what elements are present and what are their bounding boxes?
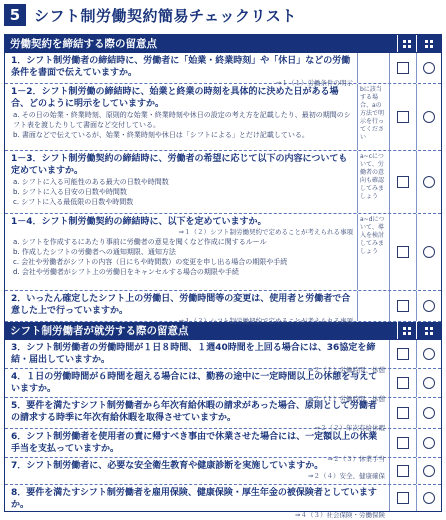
section-header-2 xyxy=(5,322,441,340)
circle-mark[interactable] xyxy=(423,111,435,123)
checkbox-cell[interactable] xyxy=(389,214,416,290)
note-cell xyxy=(357,53,389,83)
question-text: 6．シフト制労働者を使用者の責に帰すべき事由で休業させた場合には、一定額以上の休業手当を支払っていますか。 xyxy=(11,432,378,454)
checkbox[interactable] xyxy=(397,407,409,419)
reference-text: ⇒１（１）労働条件の明示 xyxy=(276,79,353,87)
checklist-row xyxy=(5,458,441,485)
circle-mark[interactable] xyxy=(423,437,435,449)
checklist-row xyxy=(5,398,441,432)
circle-cell[interactable] xyxy=(416,398,441,428)
option-a: a. シフトに入る可能性のある最大の日数や時間数 xyxy=(13,178,169,186)
grid-icon xyxy=(416,322,441,339)
reference-text: ⇒２（２）年次有給休暇 xyxy=(314,424,385,432)
reference-text: ⇒２（４）安全、健康確保 xyxy=(308,472,385,480)
question-text: 5．要件を満たすシフト制労働者から年次有給休暇の請求があった場合、原則として労働者の請求する時季に年次有給休暇を取得させていますか。 xyxy=(11,401,377,423)
checklist-row xyxy=(5,151,441,214)
checkbox-cell[interactable] xyxy=(389,53,416,83)
reference-text: ⇒１（２）シフト制労働契約で定めることが考えられる事項 xyxy=(178,228,353,236)
checkbox-cell[interactable] xyxy=(389,291,416,321)
checklist-row xyxy=(5,291,441,325)
grid-icon xyxy=(397,35,416,52)
circle-cell[interactable] xyxy=(416,458,441,484)
question-text: 4．１日の労働時間が６時間を超える場合には、勤務の途中に一定時間以上の休憩を与えていますか。 xyxy=(11,372,378,394)
circle-mark[interactable] xyxy=(423,176,435,188)
section-header-1 xyxy=(5,35,441,53)
checklist-row xyxy=(5,214,441,291)
checkbox[interactable] xyxy=(397,246,409,258)
question-text: 3．シフト制労働者の労働時間が１日８時間、１週40時間を上回る場合には、36協定を締結・届出していますか。 xyxy=(11,343,376,365)
checkbox-cell[interactable] xyxy=(389,151,416,213)
note-cell: bに該当する場合、aの方法で明示を行ってください xyxy=(357,84,389,150)
checkbox[interactable] xyxy=(397,465,409,477)
checklist-row xyxy=(5,485,441,519)
checklist-row xyxy=(5,429,441,463)
checkbox[interactable] xyxy=(397,176,409,188)
checklist-row xyxy=(5,53,441,87)
circle-mark[interactable] xyxy=(423,246,435,258)
circle-cell[interactable] xyxy=(416,151,441,213)
section-title: シフト制労働者が就労する際の留意点 xyxy=(10,325,189,337)
question-text: 7．シフト制労働者に、必要な安全衛生教育や健康診断を実施していますか。 xyxy=(11,461,324,471)
checkbox[interactable] xyxy=(397,348,409,360)
circle-mark[interactable] xyxy=(423,492,435,504)
circle-mark[interactable] xyxy=(423,407,435,419)
option-b: b. シフトに入る目安の日数や時間数 xyxy=(13,188,127,196)
reference-text: ⇒２（３）休業手当 xyxy=(327,455,385,463)
checkbox[interactable] xyxy=(397,111,409,123)
question-text: 1－4．シフト制労働契約の締結時に、以下を定めていますか。 xyxy=(11,217,267,227)
option-b: b. 作成したシフトの労働者への通知期限、通知方法 xyxy=(13,248,176,256)
question-text: 1－2．シフト制労働の締結時に、始業と終業の時刻を具体的に決めた日がある場合、どのように明示をしていますか。 xyxy=(11,87,339,109)
reference-text: ⇒１（２）シフト制労働契約で定めることが考えられる事項 xyxy=(178,317,353,325)
circle-cell[interactable] xyxy=(416,429,441,457)
circle-mark[interactable] xyxy=(423,377,435,389)
circle-cell[interactable] xyxy=(416,53,441,83)
checkbox-cell[interactable] xyxy=(389,429,416,457)
page-title: シフト制労働契約簡易チェックリスト xyxy=(34,6,297,25)
option-d: d. 会社や労働者がシフト上の労働日をキャンセルする場合の期限や手続 xyxy=(13,268,239,276)
checkbox[interactable] xyxy=(397,437,409,449)
checklist-row xyxy=(5,369,441,403)
circle-mark[interactable] xyxy=(423,348,435,360)
note-cell: a~dについて、導入を検討してみましょう xyxy=(357,214,389,290)
checklist-row xyxy=(5,340,441,374)
circle-cell[interactable] xyxy=(416,485,441,511)
option-c: c. シフトに入る最低限の日数や時間数 xyxy=(13,198,134,206)
circle-cell[interactable] xyxy=(416,291,441,321)
option-a: a. シフトを作成するにあたり事前に労働者の意見を聞くなど作成に関するルール xyxy=(13,238,267,246)
option-a: a. その日の始業・終業時刻、原則的な始業・終業時刻や休日の設定の考え方を記載したり、最初の期間のシフト表を渡したりして書面など交付している。 xyxy=(13,111,351,129)
reference-text: ⇒２（１）労働時間、休憩 xyxy=(308,395,385,403)
question-text: 2．いったん確定したシフト上の労働日、労働時間等の変更は、使用者と労働者で合意した上で行っていますか。 xyxy=(11,294,351,316)
page-title-bar xyxy=(4,3,297,27)
checklist-table xyxy=(4,34,442,519)
checkbox-cell[interactable] xyxy=(389,485,416,511)
circle-mark[interactable] xyxy=(423,62,435,74)
note-cell: a~cについて、労働者の意向も確認してみましょう xyxy=(357,151,389,213)
checkbox-cell[interactable] xyxy=(389,369,416,397)
section-number: 5 xyxy=(4,4,26,26)
checklist-row xyxy=(5,84,441,151)
checkbox[interactable] xyxy=(397,62,409,74)
checkbox-cell[interactable] xyxy=(389,340,416,368)
circle-cell[interactable] xyxy=(416,369,441,397)
checkbox-cell[interactable] xyxy=(389,458,416,484)
reference-text: ⇒４（３）社会保険・労働保険 xyxy=(295,511,385,519)
checkbox[interactable] xyxy=(397,492,409,504)
question-text: 1．シフト制労働者の締結時に、労働者に「始業・終業時刻」や「休日」などの労働条件を書面で伝えていますか。 xyxy=(11,56,351,78)
grid-icon xyxy=(416,35,441,52)
note-cell xyxy=(357,291,389,321)
grid-icon xyxy=(397,322,416,339)
circle-cell[interactable] xyxy=(416,214,441,290)
reference-text: ⇒２（１）労働時間、休憩 xyxy=(308,366,385,374)
question-text: 1－3．シフト制労働契約の締結時に、労働者の希望に応じて以下の内容についても定めていますか。 xyxy=(11,154,348,176)
option-b: b. 書面などで伝えているが、始業・終業時刻や休日は「シフトによる」とだけ記載している。 xyxy=(13,131,309,139)
circle-cell[interactable] xyxy=(416,84,441,150)
checkbox-cell[interactable] xyxy=(389,84,416,150)
circle-mark[interactable] xyxy=(423,300,435,312)
checkbox-cell[interactable] xyxy=(389,398,416,428)
circle-cell[interactable] xyxy=(416,340,441,368)
option-c: c. 会社や労働者がシフトの内容（日にちや時間数）の変更を申し出る場合の期限や手続 xyxy=(13,258,288,266)
circle-mark[interactable] xyxy=(423,465,435,477)
section-title: 労働契約を締結する際の留意点 xyxy=(10,38,157,50)
checkbox[interactable] xyxy=(397,300,409,312)
question-text: 8．要件を満たすシフト制労働者を雇用保険、健康保険・厚生年金の被保険者としていますか。 xyxy=(11,488,377,510)
checkbox[interactable] xyxy=(397,377,409,389)
